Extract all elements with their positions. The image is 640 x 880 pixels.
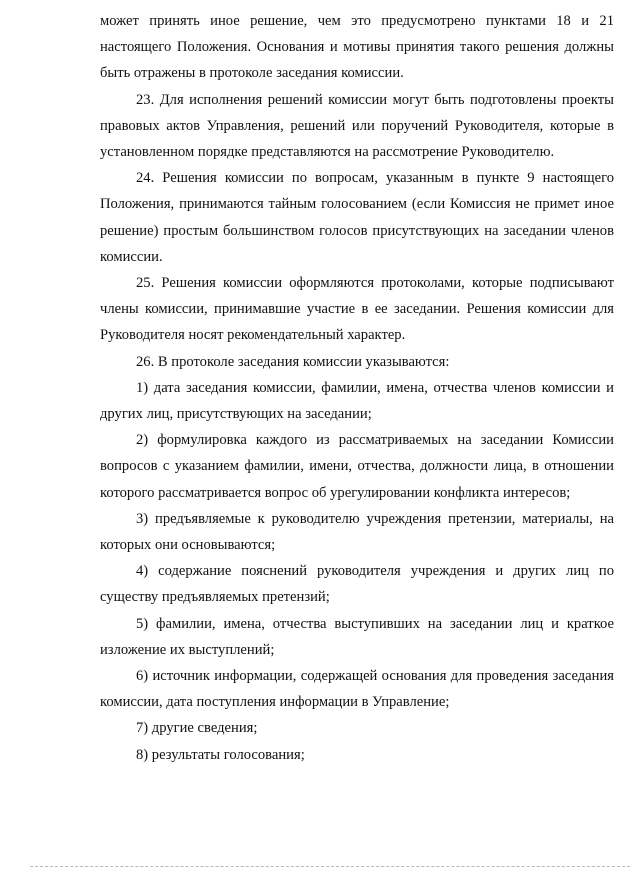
list-item-1: 1) дата заседания комиссии, фамилии, имена, отчества членов комиссии и других лиц, присутствующих на заседании; — [100, 379, 614, 423]
list-item-6: 6) источник информации, содержащей основания для проведения заседания комиссии, дата поступления информации в Управление; — [100, 668, 614, 711]
paragraph-23: 23. Для исполнения решений комиссии могут быть подготовлены проекты правовых актов Управления, решений или поручений Руководителя, которые в установленном порядке представляются на рассмотрение Руководителю. — [100, 91, 614, 161]
list-item-2: 2) формулировка каждого из рассматриваемых на заседании Комиссии вопросов с указанием фамилии, имени, отчества, должности лица, в отношении которого рассматривается вопрос об урегулировании конфликта интересов; — [100, 432, 614, 501]
list-item-7: 7) другие сведения; — [136, 720, 258, 737]
paragraph-26: 26. В протоколе заседания комиссии указываются: — [136, 353, 450, 370]
scan-artifact-line — [30, 866, 630, 867]
list-item-4: 4) содержание пояснений руководителя учреждения и других лиц по существу предъявляемых претензий; — [100, 563, 614, 606]
paragraph-22-continuation: может принять иное решение, чем это предусмотрено пунктами 18 и 21 настоящего Положения. Основания и мотивы принятия такого решения должны быть отражены в протоколе заседания комиссии. — [100, 13, 614, 82]
paragraph-24: 24. Решения комиссии по вопросам, указанным в пункте 9 настоящего Положения, принимаются тайным голосованием (если Комиссия не примет иное решение) простым большинством голосов присутствующих на заседании членов комиссии. — [100, 170, 614, 265]
list-item-8: 8) результаты голосования; — [136, 746, 305, 763]
list-item-5: 5) фамилии, имена, отчества выступивших на заседании лиц и краткое изложение их выступлений; — [100, 615, 614, 658]
paragraph-25: 25. Решения комиссии оформляются протоколами, которые подписывают члены комиссии, принимавшие участие в ее заседании. Решения комиссии для Руководителя носят рекомендательный характер. — [100, 275, 614, 344]
list-item-3: 3) предъявляемые к руководителю учреждения претензии, материалы, на которых они основываются; — [100, 510, 614, 554]
document-body — [100, 8, 614, 768]
